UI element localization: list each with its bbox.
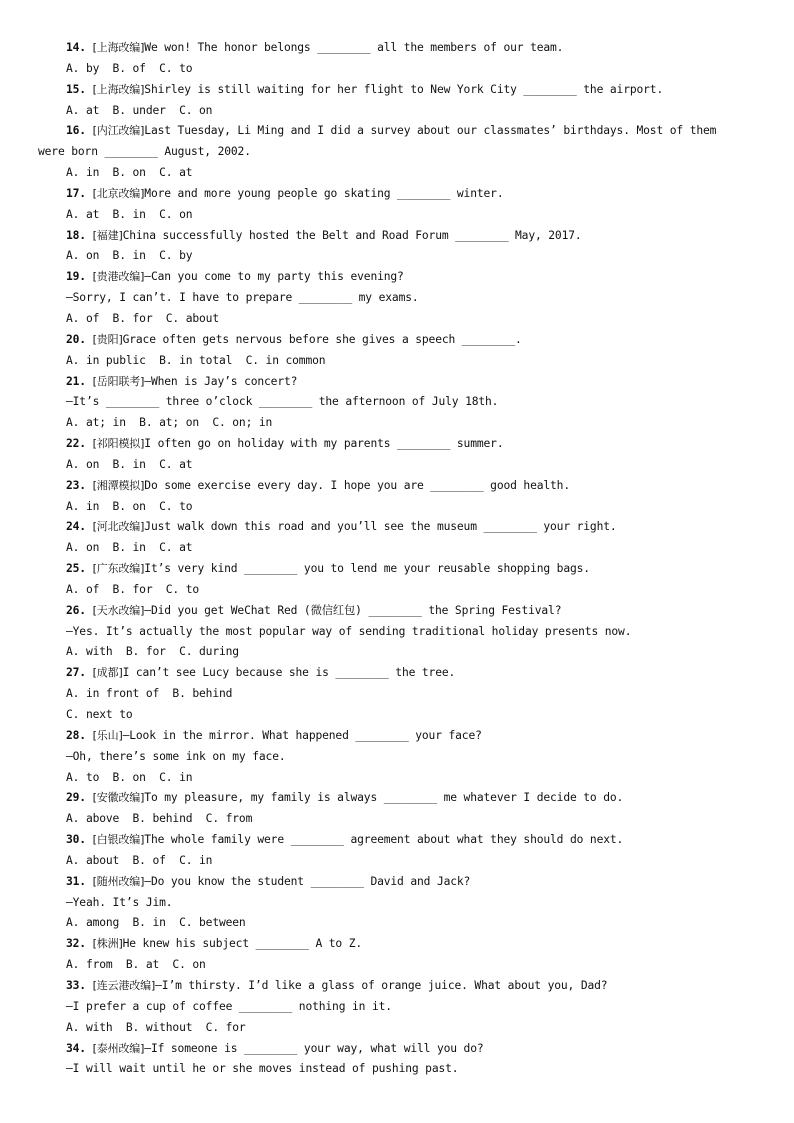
exercise-document [0,38,794,1080]
option-line: A. on B. in C. by [66,249,193,263]
question-line [0,976,794,997]
option-line: —I prefer a cup of coffee ________ nothing in it. [66,999,392,1013]
question-number: 24. [66,520,93,534]
question-text: —I’m thirsty. I’d like a glass of orange juice. What about you, Dad? [155,978,608,992]
question-line [0,80,794,101]
question-number: 25. [66,562,93,576]
question-source: [安徽改编] [92,791,145,805]
question-line [0,267,794,288]
question-number: 22. [66,437,93,451]
question-number: 17. [66,186,93,200]
question-line [0,726,794,747]
question-text: —Did you get WeChat Red (微信红包) ________ the Spring Festival? [144,603,562,617]
question-text: We won! The honor belongs ________ all the members of our team. [144,41,564,54]
question-source: [福建] [92,228,123,242]
question-source: [内江改编] [92,124,145,138]
question-continuation: were born ________ August, 2002. [38,145,251,159]
option-line: A. among B. in C. between [66,916,246,930]
question-line [0,830,794,851]
question-text: —When is Jay’s concert? [144,374,298,388]
option-line: A. on B. in C. at [66,457,193,471]
question-text: Grace often gets nervous before she gives a speech ________. [122,332,522,346]
question-line [0,601,794,622]
question-line [0,663,794,684]
option-line: —I will wait until he or she moves instead of pushing past. [66,1062,459,1076]
question-source: [上海改编] [92,82,145,96]
question-number: 26. [66,603,93,617]
question-number: 19. [66,270,93,284]
question-source: [贵港改编] [92,270,145,284]
question-source: [乐山] [92,728,123,742]
question-number: 33. [66,978,93,992]
question-text: Shirley is still waiting for her flight to New York City ________ the airport. [144,82,664,96]
question-line [0,559,794,580]
question-number: 34. [66,1041,93,1055]
question-text: —Do you know the student ________ David and Jack? [144,874,471,888]
question-line [0,434,794,455]
question-text: I often go on holiday with my parents ________ summer. [144,437,504,451]
question-line [0,476,794,497]
question-text: Do some exercise every day. I hope you are ________ good health. [144,478,570,492]
option-line: —Oh, there’s some ink on my face. [66,749,286,763]
question-source: [河北改编] [92,520,145,534]
question-source: [北京改编] [92,186,145,200]
option-line: A. on B. in C. at [66,541,193,555]
question-text: More and more young people go skating ________ winter. [144,186,504,200]
question-number: 20. [66,332,93,346]
question-text: —If someone is ________ your way, what will you do? [144,1041,484,1055]
question-source: [上海改编] [92,41,145,54]
question-source: [成都] [92,666,123,680]
question-text: I can’t see Lucy because she is ________ the tree. [122,666,456,680]
question-line [0,121,794,142]
question-line [0,372,794,393]
option-line: A. at B. under C. on [66,103,213,117]
question-text: Just walk down this road and you’ll see the museum ________ your right. [144,520,617,534]
question-line [0,38,794,59]
question-number: 21. [66,374,93,388]
question-text: To my pleasure, my family is always ________ me whatever I decide to do. [144,791,624,805]
question-source: [株洲] [92,937,123,951]
option-line: A. with B. for C. during [66,645,239,659]
option-line: A. in B. on C. to [66,499,193,513]
question-number: 23. [66,478,93,492]
option-line: A. above B. behind C. from [66,812,253,826]
question-source: [泰州改编] [92,1041,145,1055]
question-text: Last Tuesday, Li Ming and I did a survey about our classmates’ birthdays. Most of them [144,124,717,138]
question-number: 15. [66,82,93,96]
question-source: [湘潭模拟] [92,478,145,492]
question-number: 30. [66,833,93,847]
question-source: [天水改编] [92,603,145,617]
option-line: A. in public B. in total C. in common [66,353,326,367]
option-line: —It’s ________ three o’clock ________ the afternoon of July 18th. [66,395,499,409]
question-line [0,788,794,809]
question-number: 32. [66,937,93,951]
question-line [0,872,794,893]
question-text: —Look in the mirror. What happened ________ your face? [122,728,482,742]
question-line [0,517,794,538]
option-line: A. in B. on C. at [66,166,193,180]
option-line: —Yeah. It’s Jim. [66,895,173,909]
question-source: [岳阳联考] [92,374,145,388]
question-text: It’s very kind ________ you to lend me your reusable shopping bags. [144,562,590,576]
question-line [0,934,794,955]
question-number: 31. [66,874,93,888]
option-line: A. with B. without C. for [66,1020,246,1034]
question-text: —Can you come to my party this evening? [144,270,404,284]
option-line: A. at B. in C. on [66,207,193,221]
question-line [0,1039,794,1060]
question-number: 29. [66,791,93,805]
option-line: A. by B. of C. to [66,61,193,75]
question-source: [连云港改编] [92,978,156,992]
option-line: —Yes. It’s actually the most popular way of sending traditional holiday presents now. [66,624,632,638]
option-line: A. in front of B. behind [66,687,233,701]
option-line: A. from B. at C. on [66,958,206,972]
option-line: A. at; in B. at; on C. on; in [66,416,273,430]
option-line: C. next to [66,708,133,721]
question-text: China successfully hosted the Belt and Road Forum ________ May, 2017. [122,228,582,242]
question-source: [贵阳] [92,332,123,346]
question-number: 16. [66,124,93,138]
question-line [0,184,794,205]
question-line [0,330,794,351]
question-text: He knew his subject ________ A to Z. [122,937,363,951]
option-line: —Sorry, I can’t. I have to prepare ________ my exams. [66,291,419,305]
question-number: 27. [66,666,93,680]
question-source: [随州改编] [92,874,145,888]
option-line: A. to B. on C. in [66,770,193,784]
question-source: [白银改编] [92,833,145,847]
question-source: [广东改编] [92,562,145,576]
question-source: [祁阳模拟] [92,437,145,451]
question-line [0,226,794,247]
option-line: A. of B. for C. about [66,311,219,325]
option-line: A. about B. of C. in [66,853,213,867]
question-number: 18. [66,228,93,242]
question-number: 28. [66,728,93,742]
option-line: A. of B. for C. to [66,582,200,596]
question-number: 14. [66,41,93,54]
question-text: The whole family were ________ agreement about what they should do next. [144,833,624,847]
